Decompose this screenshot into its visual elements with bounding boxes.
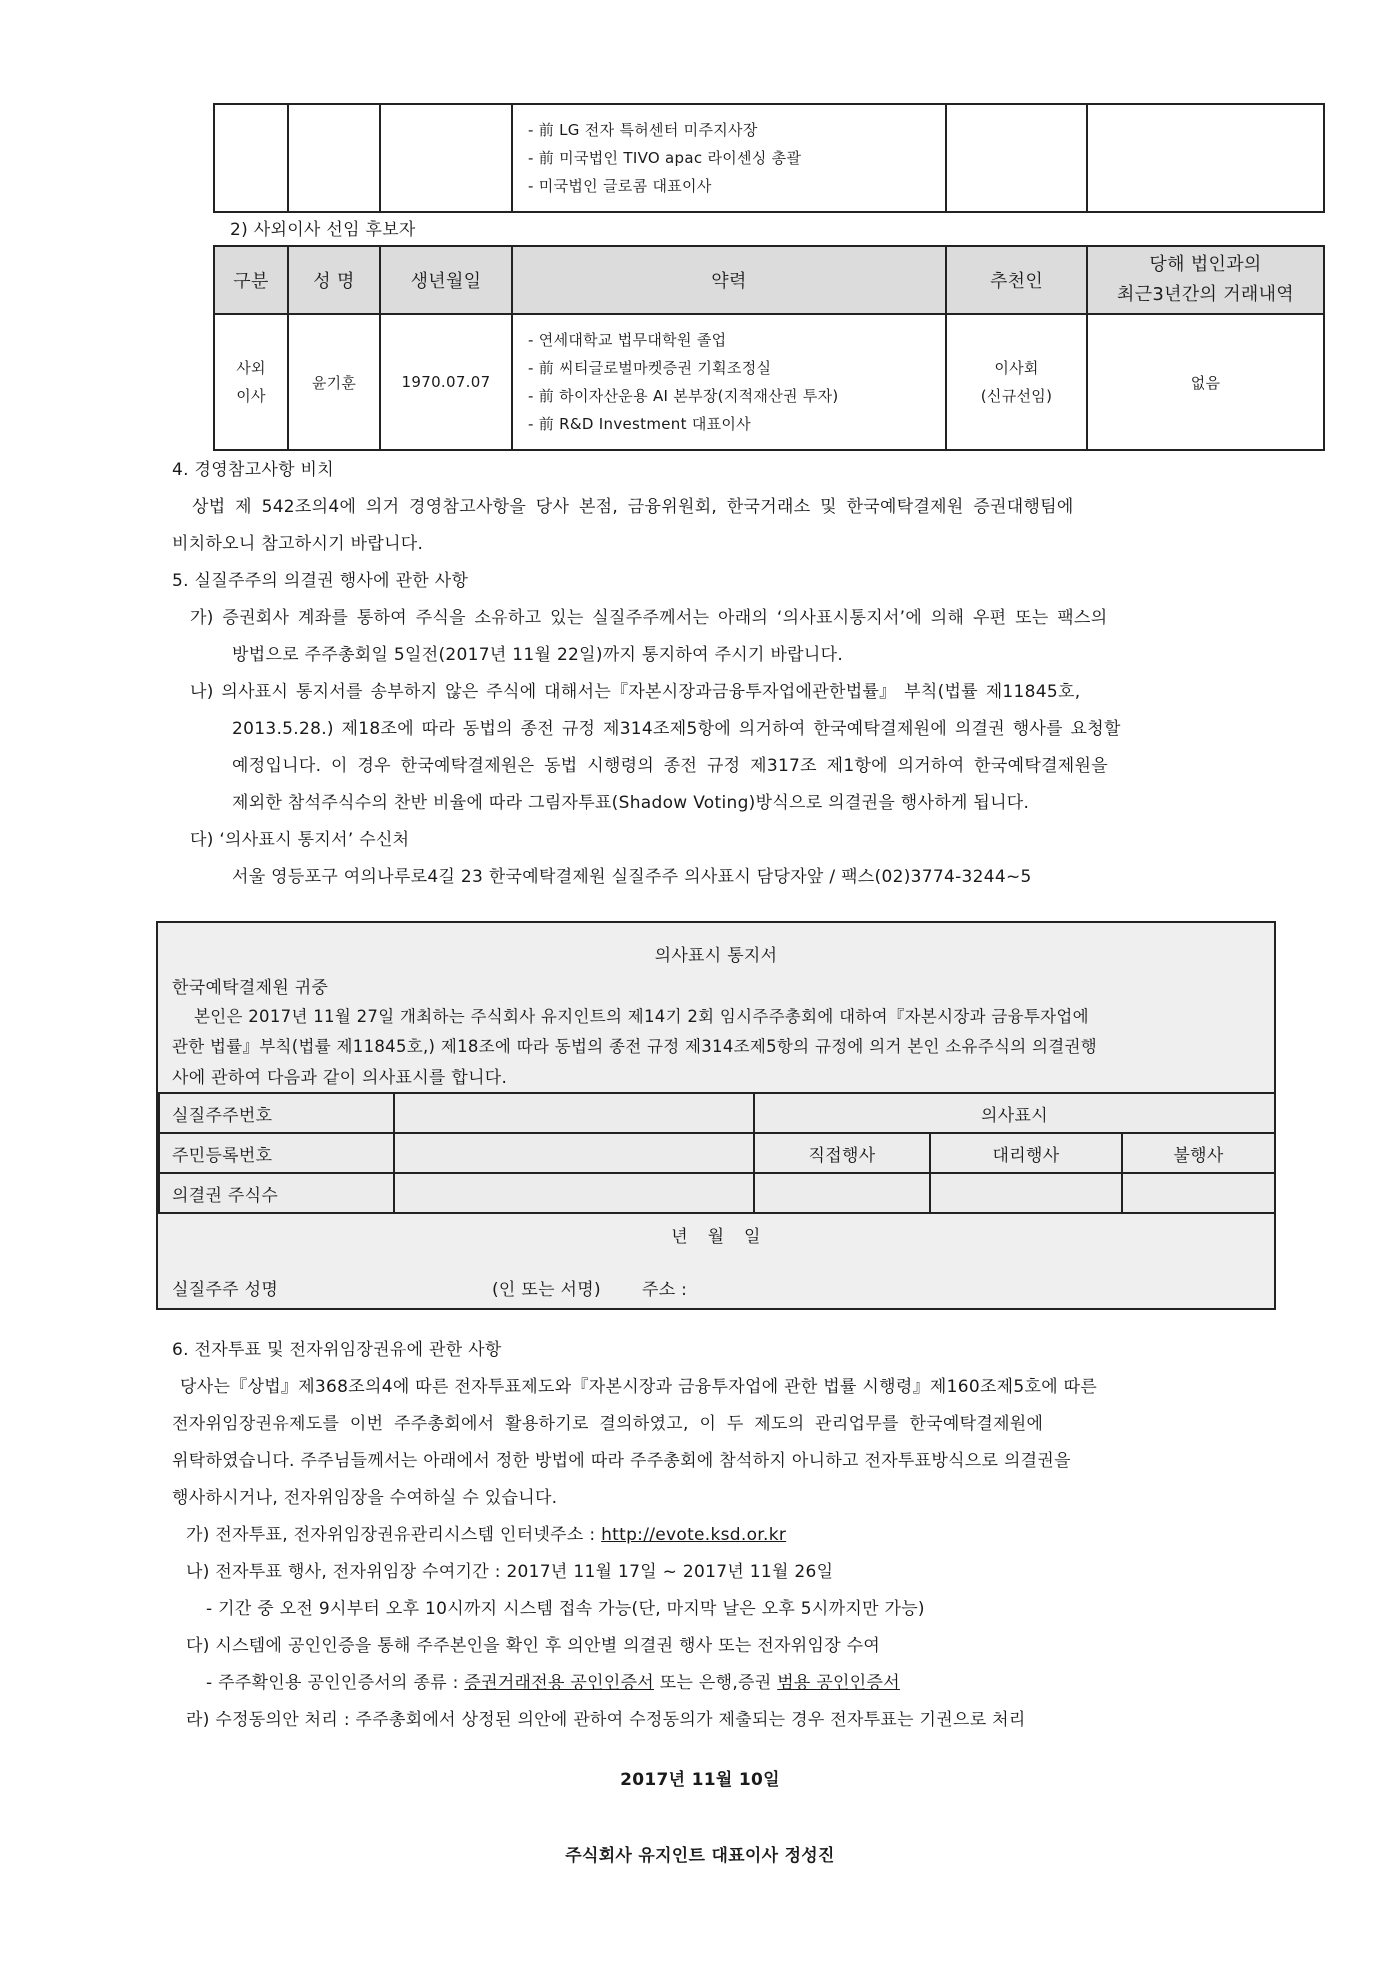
vote-abstain-field[interactable] — [1122, 1173, 1275, 1213]
footer-date: 2017년 11월 10일 — [620, 1770, 780, 1790]
category-line2: 이사 — [236, 387, 266, 405]
header-transactions — [1087, 246, 1324, 314]
section6-a — [186, 1520, 786, 1545]
section6-c: 다) 시스템에 공인인증을 통해 주주본인을 확인 후 의안별 의결권 행사 또는 전자위임장 수여 — [186, 1636, 881, 1656]
section5-a-line2: 방법으로 주주총회일 5일전(2017년 11월 22일)까지 통지하여 주시기 바랍니다. — [232, 645, 844, 665]
section5-b-line4: 제외한 참석주식수의 찬반 비율에 따라 그림자투표(Shadow Voting)방식으로 의결권을 행사하게 됩니다. — [232, 793, 1030, 813]
shareholder-number-field[interactable] — [394, 1093, 754, 1133]
header-transactions-line1: 당해 법인과의 — [1149, 254, 1262, 275]
notice-body-line1: 본인은 2017년 11월 27일 개최하는 주식회사 유지인트의 제14기 2회 임시주주총회에 대하여『자본시장과 금융투자업에 — [194, 1007, 1089, 1026]
career-item: - 연세대학교 법무대학원 졸업 — [528, 326, 944, 354]
voting-notice-form — [156, 921, 1276, 1310]
cert-type-general: 범용 공인인증서 — [777, 1673, 900, 1693]
section5-b-line1: 나) 의사표시 통지서를 송부하지 않은 주식에 대해서는『자본시장과금융투자업에관한법률』 부칙(법률 제11845호, — [190, 682, 1081, 702]
section5-a-line1: 가) 증권회사 계좌를 통하여 주식을 소유하고 있는 실질주주께서는 아래의 ‘의사표시통지서’에 의해 우편 또는 팩스의 — [190, 608, 1108, 628]
career-item: - 前 LG 전자 특허센터 미주지사장 — [528, 116, 944, 144]
row-birth: 1970.07.07 — [380, 314, 512, 450]
section4-line2: 비치하오니 참고하시기 바랍니다. — [172, 534, 424, 554]
section4-title: 4. 경영참고사항 비치 — [172, 460, 335, 480]
resident-number-field[interactable] — [394, 1133, 754, 1173]
section6-b-sub: - 기간 중 오전 9시부터 오후 10시까지 시스템 접속 가능(단, 마지막 날은 오후 5시까지만 가능) — [206, 1599, 925, 1619]
career-list — [514, 116, 944, 200]
label-voting-shares: 의결권 주식수 — [159, 1173, 394, 1213]
vote-header: 의사표시 — [754, 1093, 1275, 1133]
notice-title: 의사표시 통지서 — [654, 946, 778, 966]
career-item: - 前 R&D Investment 대표이사 — [528, 410, 944, 438]
career-item: - 前 미국법인 TIVO apac 라이센싱 총괄 — [528, 144, 944, 172]
cert-mid: 또는 은행,증권 — [654, 1673, 778, 1693]
section6-line1: 당사는『상법』제368조의4에 따른 전자투표제도와『자본시장과 금융투자업에 관한 법률 시행령』제160조제5호에 따른 — [180, 1377, 1098, 1397]
notice-date-line: 년 월 일 — [671, 1227, 761, 1247]
section6-c-sub — [206, 1668, 900, 1693]
row-transactions: 없음 — [1087, 314, 1324, 450]
notice-table — [158, 1092, 1276, 1214]
category-line1: 사외 — [236, 359, 266, 377]
vote-option-proxy: 대리행사 — [930, 1133, 1122, 1173]
header-career: 약력 — [512, 246, 946, 314]
section6-line3: 위탁하였습니다. 주주님들께서는 아래에서 정한 방법에 따라 주주총회에 참석하지 아니하고 전자투표방식으로 의결권을 — [172, 1451, 1071, 1471]
section6-title: 6. 전자투표 및 전자위임장권유에 관한 사항 — [172, 1340, 502, 1360]
empty-cell — [946, 104, 1087, 212]
career-cell — [512, 104, 946, 212]
empty-cell — [380, 104, 512, 212]
header-birth: 생년월일 — [380, 246, 512, 314]
recommender-line2: (신규선임) — [980, 387, 1053, 405]
footer-signature: 주식회사 유지인트 대표이사 정성진 — [565, 1846, 835, 1866]
empty-cell — [1087, 104, 1324, 212]
vote-option-abstain: 불행사 — [1122, 1133, 1275, 1173]
section6-a-prefix: 가) 전자투표, 전자위임장권유관리시스템 인터넷주소 : — [186, 1525, 602, 1545]
voting-shares-field[interactable] — [394, 1173, 754, 1213]
career-item: - 미국법인 글로콤 대표이사 — [528, 172, 944, 200]
empty-cell — [288, 104, 380, 212]
notice-address-label: 주소 : — [642, 1280, 688, 1300]
section6-line4: 행사하시거나, 전자위임장을 수여하실 수 있습니다. — [172, 1488, 558, 1508]
outside-director-table — [213, 245, 1325, 451]
vote-proxy-field[interactable] — [930, 1173, 1122, 1213]
row-name: 윤기훈 — [288, 314, 380, 450]
cert-type-securities: 증권거래전용 공인인증서 — [464, 1673, 655, 1693]
empty-cell — [214, 104, 288, 212]
section4-line1: 상법 제 542조의4에 의거 경영참고사항을 당사 본점, 금융위원회, 한국거래소 및 한국예탁결제원 증권대행팀에 — [192, 497, 1074, 517]
section5-c-line2: 서울 영등포구 여의나루로4길 23 한국예탁결제원 실질주주 의사표시 담당자앞 / 팩스(02)3774-3244~5 — [232, 867, 1032, 887]
notice-body-line3: 사에 관하여 다음과 같이 의사표시를 합니다. — [172, 1068, 508, 1088]
evote-url-link[interactable]: http://evote.ksd.or.kr — [601, 1525, 787, 1545]
notice-sign-label: 실질주주 성명 — [172, 1280, 279, 1300]
vote-direct-field[interactable] — [754, 1173, 930, 1213]
section5-b-line3: 예정입니다. 이 경우 한국예탁결제원은 동법 시행령의 종전 규정 제317조 제1항에 의거하여 한국예탁결제원을 — [232, 756, 1108, 776]
label-shareholder-number: 실질주주번호 — [159, 1093, 394, 1133]
career-item: - 前 씨티글로벌마켓증권 기획조정실 — [528, 354, 944, 382]
section6-d: 라) 수정동의안 처리 : 주주총회에서 상정된 의안에 관하여 수정동의가 제출되는 경우 전자투표는 기권으로 처리 — [186, 1710, 1026, 1730]
cert-prefix: - 주주확인용 공인인증서의 종류 : — [206, 1673, 465, 1693]
recommender-line1: 이사회 — [994, 359, 1039, 377]
row-career — [512, 314, 946, 450]
row-category — [214, 314, 288, 450]
career-item: - 前 하이자산운용 AI 본부장(지적재산권 투자) — [528, 382, 944, 410]
section-title-outside-director: 2) 사외이사 선임 후보자 — [230, 220, 416, 240]
label-resident-number: 주민등록번호 — [159, 1133, 394, 1173]
career-list — [514, 326, 944, 438]
section6-line2: 전자위임장권유제도를 이번 주주총회에서 활용하기로 결의하였고, 이 두 제도의 관리업무를 한국예탁결제원에 — [172, 1414, 1044, 1434]
header-transactions-line2: 최근3년간의 거래내역 — [1117, 284, 1294, 305]
row-recommender — [946, 314, 1087, 450]
header-recommender: 추천인 — [946, 246, 1087, 314]
vote-option-direct: 직접행사 — [754, 1133, 930, 1173]
section5-title: 5. 실질주주의 의결권 행사에 관한 사항 — [172, 571, 469, 591]
section5-c-line1: 다) ‘의사표시 통지서’ 수신처 — [190, 830, 410, 850]
section5-b-line2: 2013.5.28.) 제18조에 따라 동법의 종전 규정 제314조제5항에 의거하여 한국예탁결제원에 의결권 행사를 요청할 — [232, 719, 1121, 739]
notice-sign-hint: (인 또는 서명) — [492, 1280, 601, 1300]
notice-addressee: 한국예탁결제원 귀중 — [172, 978, 329, 998]
header-name: 성 명 — [288, 246, 380, 314]
top-career-table — [213, 103, 1325, 213]
notice-body-line2: 관한 법률』부칙(법률 제11845호,) 제18조에 따라 동법의 종전 규정 제314조제5항의 규정에 의거 본인 소유주식의 의결권행 — [172, 1037, 1097, 1056]
section6-b: 나) 전자투표 행사, 전자위임장 수여기간 : 2017년 11월 17일 ~ 2017년 11월 26일 — [186, 1562, 834, 1582]
header-category: 구분 — [214, 246, 288, 314]
